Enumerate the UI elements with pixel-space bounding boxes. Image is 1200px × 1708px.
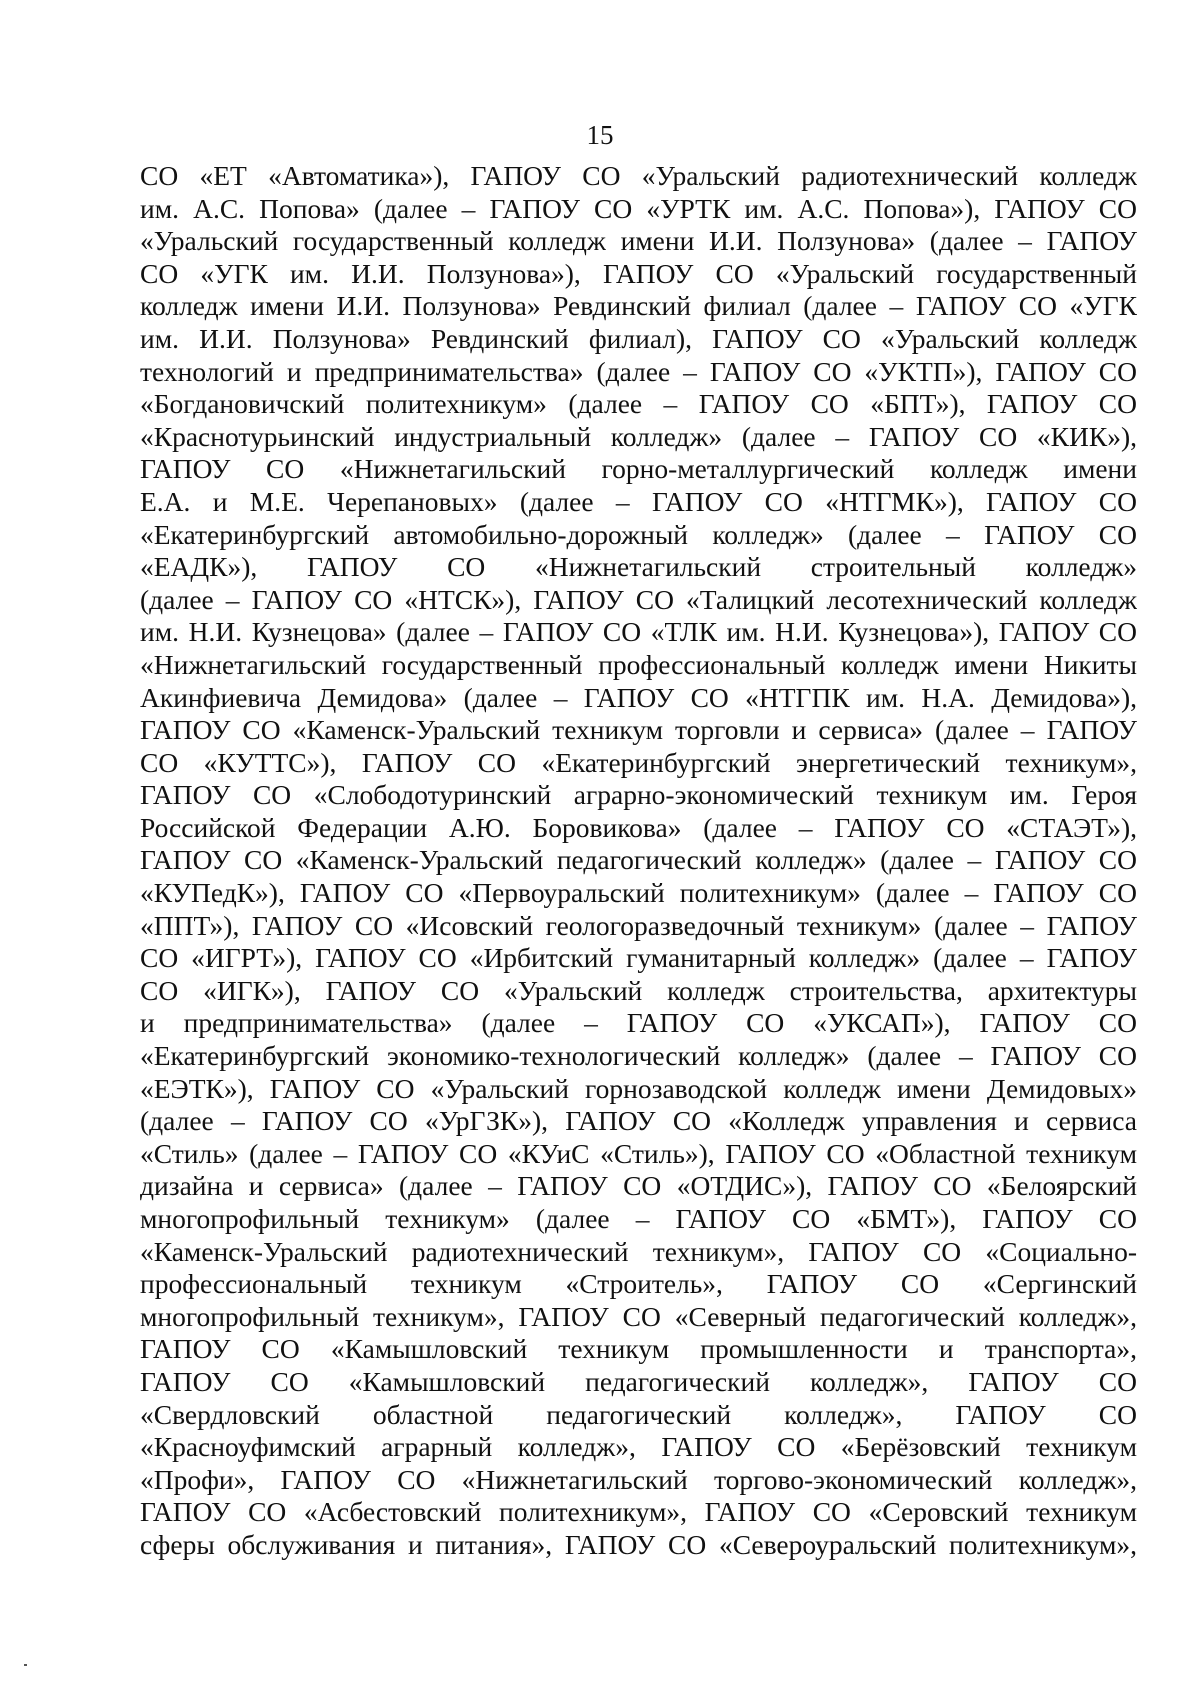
text-line: им. Н.И. Кузнецова» (далее – ГАПОУ СО «ТЛК им. Н.И. Кузнецова»), ГАПОУ СО xyxy=(140,616,1137,648)
text-line: «ППТ»), ГАПОУ СО «Исовский геологоразведочный техникум» (далее – ГАПОУ xyxy=(140,909,1137,941)
text-line: «ЕАДК»), ГАПОУ СО «Нижнетагильский строительный колледж» xyxy=(140,551,1137,583)
text-line: «ЕЭТК»), ГАПОУ СО «Уральский горнозаводской колледж имени Демидовых» xyxy=(140,1072,1137,1104)
text-line: СО «КУТТС»), ГАПОУ СО «Екатеринбургский энергетический техникум», xyxy=(140,746,1137,778)
text-line: СО «ИГРТ»), ГАПОУ СО «Ирбитский гуманитарный колледж» (далее – ГАПОУ xyxy=(140,942,1137,974)
text-line: «КУПедК»), ГАПОУ СО «Первоуральский политехникум» (далее – ГАПОУ СО xyxy=(140,877,1137,909)
text-line: им. А.С. Попова» (далее – ГАПОУ СО «УРТК им. А.С. Попова»), ГАПОУ СО xyxy=(140,192,1137,224)
text-line: Российской Федерации А.Ю. Боровикова» (далее – ГАПОУ СО «СТАЭТ»), xyxy=(140,811,1137,843)
text-line: «Свердловский областной педагогический колледж», ГАПОУ СО xyxy=(140,1398,1137,1430)
text-line: «Профи», ГАПОУ СО «Нижнетагильский торгово-экономический колледж», xyxy=(140,1463,1137,1495)
text-line: ГАПОУ СО «Асбестовский политехникум», ГАПОУ СО «Серовский техникум xyxy=(140,1496,1137,1528)
text-line: «Стиль» (далее – ГАПОУ СО «КУиС «Стиль»), ГАПОУ СО «Областной техникум xyxy=(140,1137,1137,1169)
text-line: СО «ЕТ «Автоматика»), ГАПОУ СО «Уральский радиотехнический колледж xyxy=(140,160,1137,191)
text-line: ГАПОУ СО «Каменск-Уральский педагогический колледж» (далее – ГАПОУ СО xyxy=(140,844,1137,876)
text-line: многопрофильный техникум» (далее – ГАПОУ СО «БМТ»), ГАПОУ СО xyxy=(140,1203,1137,1234)
text-line: ГАПОУ СО «Камышловский техникум промышленности и транспорта», xyxy=(140,1333,1137,1365)
text-line: им. И.И. Ползунова» Ревдинский филиал), ГАПОУ СО «Уральский колледж xyxy=(140,322,1137,354)
text-line: многопрофильный техникум», ГАПОУ СО «Северный педагогический колледж», xyxy=(140,1300,1137,1332)
text-line: (далее – ГАПОУ СО «УрГЗК»), ГАПОУ СО «Колледж управления и сервиса xyxy=(140,1105,1137,1137)
text-line: и предпринимательства» (далее – ГАПОУ СО «УКСАП»), ГАПОУ СО xyxy=(140,1007,1137,1039)
text-line: ГАПОУ СО «Слободотуринский аграрно-экономический техникум им. Героя xyxy=(140,779,1137,811)
text-line: ГАПОУ СО «Камышловский педагогический колледж», ГАПОУ СО xyxy=(140,1365,1137,1397)
text-line: СО «ИГК»), ГАПОУ СО «Уральский колледж строительства, архитектуры xyxy=(140,974,1137,1006)
text-line: сферы обслуживания и питания», ГАПОУ СО «Североуральский политехникум», xyxy=(140,1528,1137,1560)
text-line: «Богдановичский политехникум» (далее – ГАПОУ СО «БПТ»), ГАПОУ СО xyxy=(140,388,1137,420)
text-line: Е.А. и М.Е. Черепановых» (далее – ГАПОУ СО «НТГМК»), ГАПОУ СО xyxy=(140,485,1137,517)
text-line: колледж имени И.И. Ползунова» Ревдинский филиал (далее – ГАПОУ СО «УГК xyxy=(140,290,1137,322)
text-line: ГАПОУ СО «Нижнетагильский горно-металлургический колледж имени xyxy=(140,453,1137,485)
text-line: дизайна и сервиса» (далее – ГАПОУ СО «ОТДИС»), ГАПОУ СО «Белоярский xyxy=(140,1170,1137,1202)
text-line: ГАПОУ СО «Каменск-Уральский техникум торговли и сервиса» (далее – ГАПОУ xyxy=(140,714,1137,746)
text-line: «Екатеринбургский экономико-технологический колледж» (далее – ГАПОУ СО xyxy=(140,1040,1137,1072)
text-line: Акинфиевича Демидова» (далее – ГАПОУ СО «НТГПК им. Н.А. Демидова»), xyxy=(140,681,1137,713)
text-line: «Нижнетагильский государственный профессиональный колледж имени Никиты xyxy=(140,648,1137,680)
scan-speck xyxy=(24,1664,27,1666)
text-line: «Уральский государственный колледж имени И.И. Ползунова» (далее – ГАПОУ xyxy=(140,225,1137,257)
text-line: технологий и предпринимательства» (далее – ГАПОУ СО «УКТП»), ГАПОУ СО xyxy=(140,355,1137,387)
text-line: (далее – ГАПОУ СО «НТСК»), ГАПОУ СО «Талицкий лесотехнический колледж xyxy=(140,583,1137,615)
text-line: «Красноуфимский аграрный колледж», ГАПОУ СО «Берёзовский техникум xyxy=(140,1431,1137,1463)
text-line: профессиональный техникум «Строитель», ГАПОУ СО «Сергинский xyxy=(140,1268,1137,1300)
body-paragraph xyxy=(140,160,1137,1562)
text-line: «Краснотурьинский индустриальный колледж» (далее – ГАПОУ СО «КИК»), xyxy=(140,420,1137,452)
text-line: «Екатеринбургский автомобильно-дорожный колледж» (далее – ГАПОУ СО xyxy=(140,518,1137,550)
text-line: СО «УГК им. И.И. Ползунова»), ГАПОУ СО «Уральский государственный xyxy=(140,257,1137,289)
page-number: 15 xyxy=(586,120,614,150)
text-line: «Каменск-Уральский радиотехнический техникум», ГАПОУ СО «Социально- xyxy=(140,1235,1137,1267)
